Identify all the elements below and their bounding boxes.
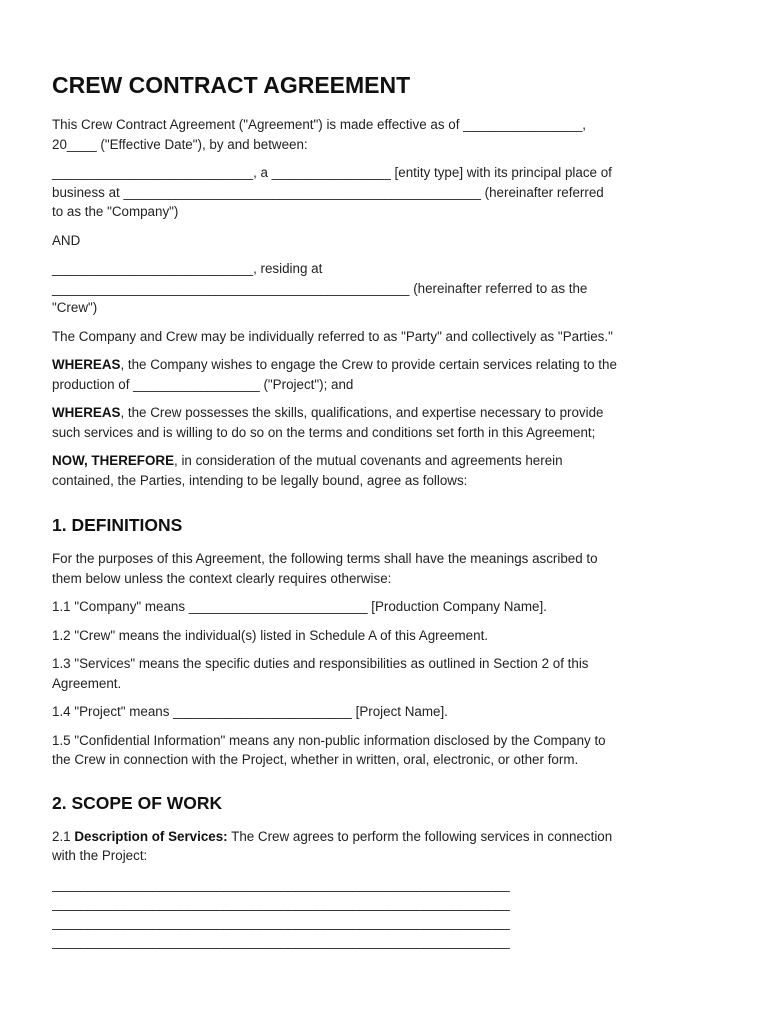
whereas-1-line-2: production of _________________ ("Project"); and — [52, 376, 354, 392]
definition-1-5 — [52, 731, 718, 770]
intro-paragraph — [52, 115, 718, 154]
definition-1-4: 1.4 "Project" means ________________________ [Project Name]. — [52, 704, 448, 719]
whereas-2-line-1: , the Crew possesses the skills, qualifications, and expertise necessary to provide — [120, 405, 604, 420]
intro-line-2: 20____ ("Effective Date"), by and between: — [52, 136, 308, 152]
whereas-2-line-2: such services and is willing to do so on the terms and conditions set forth in this Agreement; — [52, 424, 596, 440]
whereas-1-line-1: , the Company wishes to engage the Crew to provide certain services relating to the — [120, 357, 617, 372]
company-party-line-3: to as the "Company") — [52, 204, 179, 219]
now-therefore-line-2: contained, the Parties, intending to be legally bound, agree as follows: — [52, 472, 468, 488]
section-2-1-line-1: The Crew agrees to perform the following services in connection — [227, 828, 613, 844]
definition-1-2: 1.2 "Crew" means the individual(s) listed in Schedule A of this Agreement. — [52, 627, 489, 643]
whereas-lead-1: WHEREAS — [52, 357, 121, 372]
section-2-1-lead: Description of Services: — [74, 828, 228, 844]
section-2-1-paragraph — [52, 827, 718, 866]
services-blank-lines — [52, 875, 718, 951]
definition-1-5-line-1: 1.5 "Confidential Information" means any non-public information disclosed by the Company to — [52, 732, 606, 748]
company-party-paragraph — [52, 163, 718, 222]
and-label: AND — [52, 232, 81, 248]
now-therefore-paragraph — [52, 451, 718, 490]
section-2-heading: 2. SCOPE OF WORK — [52, 792, 223, 813]
whereas-lead-2: WHEREAS — [52, 405, 121, 420]
company-party-line-1: ___________________________, a ________________ [entity type] with its principal place of — [52, 165, 612, 180]
now-therefore-line-1: , in consideration of the mutual covenants and agreements herein — [174, 453, 563, 468]
definitions-intro-line-1: For the purposes of this Agreement, the following terms shall have the meanings ascribed to — [52, 551, 598, 566]
crew-party-paragraph — [52, 259, 718, 318]
definition-1-1: 1.1 "Company" means ________________________ [Production Company Name]. — [52, 599, 547, 614]
crew-party-line-2: ________________________________________________ (hereinafter referred to as the — [52, 280, 588, 296]
crew-party-line-1: ___________________________, residing at — [52, 261, 323, 276]
now-therefore-lead: NOW, THEREFORE — [52, 453, 175, 468]
intro-line-1: This Crew Contract Agreement ("Agreement") is made effective as of ________________, — [52, 117, 587, 132]
definition-1-5-line-2: the Crew in connection with the Project, whether in written, oral, electronic, or other form. — [52, 752, 579, 767]
definition-1-3 — [52, 654, 718, 693]
whereas-paragraph-1 — [52, 355, 718, 394]
company-party-line-2: business at ________________________________________________ (hereinafter referred — [52, 184, 604, 200]
crew-party-line-3: "Crew") — [52, 300, 98, 315]
whereas-paragraph-2 — [52, 403, 718, 442]
services-blank-line: ________________________________________________________________ — [52, 914, 510, 930]
parties-paragraph: The Company and Crew may be individually referred to as "Party" and collectively as "Parties." — [52, 328, 613, 344]
section-2-1-line-2: with the Project: — [52, 848, 148, 863]
section-1-heading: 1. DEFINITIONS — [52, 515, 183, 535]
document-title: CREW CONTRACT AGREEMENT — [52, 72, 411, 98]
services-blank-line: ________________________________________________________________ — [52, 933, 510, 949]
services-blank-line: ________________________________________________________________ — [52, 876, 510, 892]
definition-1-3-line-1: 1.3 "Services" means the specific duties and responsibilities as outlined in Section 2 of this — [52, 656, 589, 671]
services-blank-line: ________________________________________________________________ — [52, 895, 510, 911]
definitions-intro-line-2: them below unless the context clearly requires otherwise: — [52, 570, 392, 586]
definition-1-3-line-2: Agreement. — [52, 675, 122, 691]
definitions-intro — [52, 549, 718, 588]
section-2-1-number: 2.1 — [52, 828, 75, 844]
